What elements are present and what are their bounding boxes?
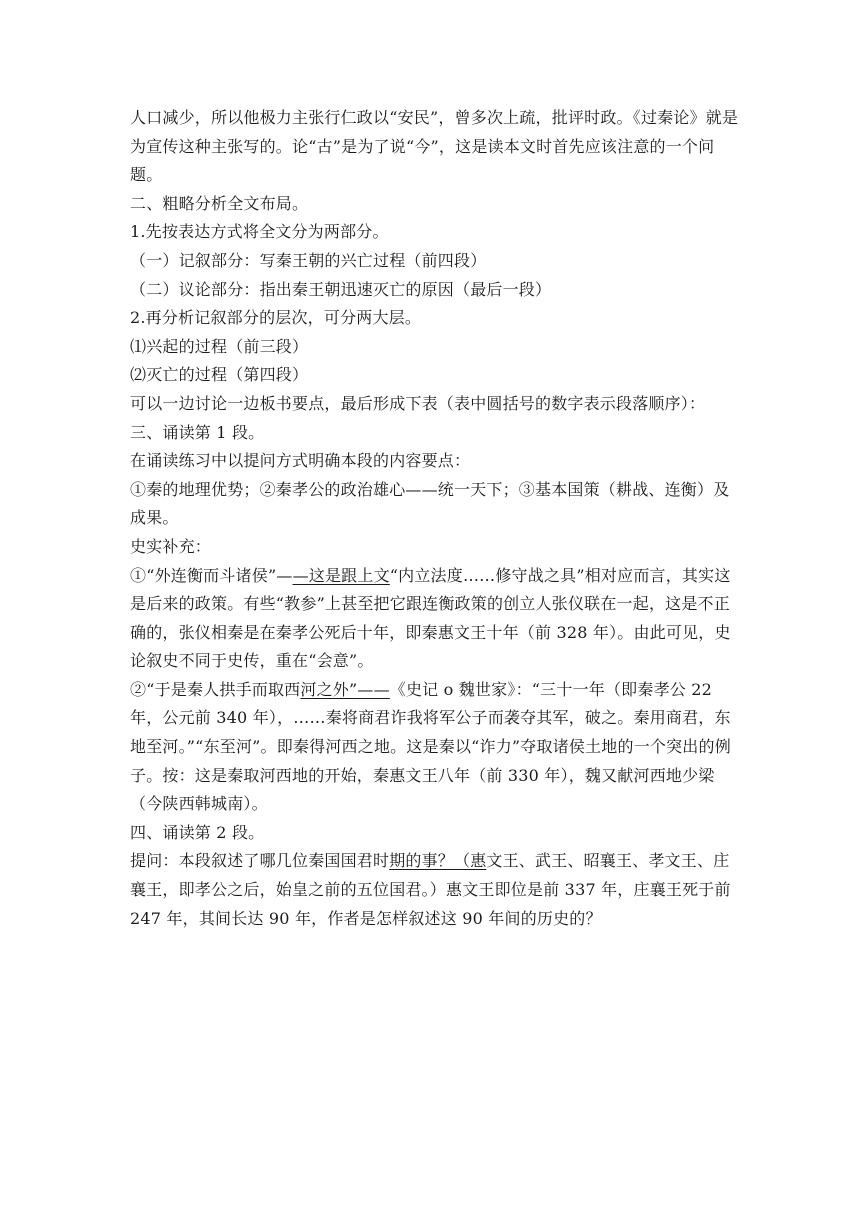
paragraph-p10 <box>130 419 744 448</box>
text-segment: ⑴兴起的过程（前三段） <box>130 336 309 356</box>
text-segment: 文王、武王、昭襄王、孝文王、庄襄王，即孝公之后，始皇之前的五位国君。）惠文王即位是前 337 年，庄襄王死于前 247 年，其间长达 90 年，作者是怎样叙述这 90 年间的历史的？ <box>130 851 737 928</box>
paragraph-p12 <box>130 476 744 533</box>
text-segment: 2.再分析记叙部分的层次，可分两大层。 <box>130 308 422 328</box>
paragraph-p5 <box>130 276 744 305</box>
text-segment: ⑵灭亡的过程（第四段） <box>130 365 309 385</box>
text-segment: 在诵读练习中以提问方式明确本段的内容要点： <box>130 451 471 471</box>
text-segment: 三、诵读第 1 段。 <box>130 422 265 442</box>
text-segment: 人口减少，所以他极力主张行仁政以“安民”，曾多次上疏，批评时政。《过秦论》就是为宣传这种主张写的。论“古”是为了说“今”，这是读本文时首先应该注意的一个问题。 <box>130 108 739 185</box>
text-segment: ①“外连衡而斗诸侯”— <box>130 565 293 585</box>
text-segment: 四、诵读第 2 段。 <box>130 822 265 842</box>
paragraph-p8 <box>130 361 744 390</box>
text-segment: “内立法度……修守战之具”相对应而言，其实这是后来的政策。有些“教参”上甚至把它跟连衡政策的创立人张仪联在一起，这是不正确的，张仪相秦是在秦孝公死后十年，即秦惠文王十年（前 328 年）。由此可见，史论叙史不同于史传，重在“会意”。 <box>130 565 731 671</box>
underlined-text: 期的事？（惠 <box>389 851 487 871</box>
paragraph-p14 <box>130 562 744 676</box>
underlined-text: 河之外”—— <box>300 679 390 699</box>
text-segment: （二）议论部分：指出秦王朝迅速灭亡的原因（最后一段） <box>130 279 552 299</box>
text-segment: （一）记叙部分：写秦王朝的兴亡过程（前四段） <box>130 250 487 270</box>
paragraph-p15 <box>130 676 744 819</box>
text-segment: 《史记 o 魏世家》：“三十一年（即秦孝公 22 年，公元前 340 年），……秦将商君诈我将军公子而袭夺其军，破之。秦用商君，东地至河。”“东至河”。即秦得河西之地。这是秦以“诈力”夺取诸侯土地的一个突出的例子。按：这是秦取河西地的开始，秦惠文王八年（前 330 年），魏又献河西地少梁（今陕西韩城南）。 <box>130 679 731 814</box>
text-segment: 提问：本段叙述了哪几位秦国国君时 <box>130 851 390 871</box>
text-segment: 1.先按表达方式将全文分为两部分。 <box>130 222 389 242</box>
paragraph-p7 <box>130 333 744 362</box>
paragraph-p1 <box>130 104 744 190</box>
paragraph-p4 <box>130 247 744 276</box>
paragraph-p6 <box>130 304 744 333</box>
paragraph-p16 <box>130 819 744 848</box>
paragraph-p11 <box>130 447 744 476</box>
paragraph-p2 <box>130 190 744 219</box>
document-body <box>130 104 744 933</box>
paragraph-p3 <box>130 218 744 247</box>
text-segment: 二、粗略分析全文布局。 <box>130 193 309 213</box>
text-segment: 史实补充： <box>130 536 212 556</box>
paragraph-p13 <box>130 533 744 562</box>
paragraph-p9 <box>130 390 744 419</box>
paragraph-p17 <box>130 847 744 933</box>
text-segment: 可以一边讨论一边板书要点，最后形成下表（表中圆括号的数字表示段落顺序）： <box>130 393 706 413</box>
underlined-text: —这是跟上文 <box>292 565 390 585</box>
text-segment: ①秦的地理优势；②秦孝公的政治雄心——统一天下；③基本国策（耕战、连衡）及成果。 <box>130 479 730 528</box>
text-segment: ②“于是秦人拱手而取西 <box>130 679 301 699</box>
